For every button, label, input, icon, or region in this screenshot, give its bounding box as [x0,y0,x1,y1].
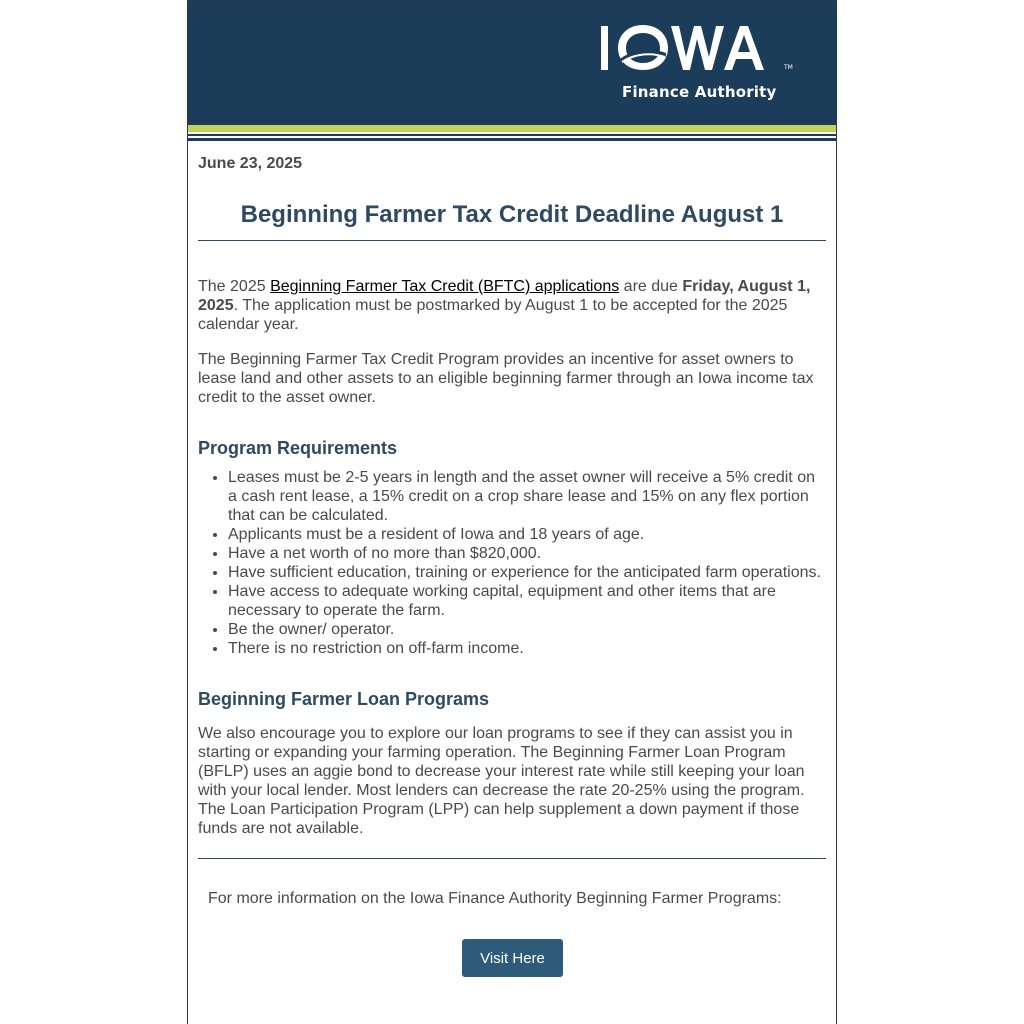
program-description: The Beginning Farmer Tax Credit Program provides an incentive for asset owners to lease land and other assets to an eligible beginning farmer through an Iowa income tax credit to the asset owner. [198,351,814,406]
email-header [188,1,836,125]
title-divider [198,240,826,241]
deadline-date: Friday, August 1, 2025 [198,278,811,314]
intro-prefix: The 2025 [198,278,271,295]
loan-programs-heading: Beginning Farmer Loan Programs [198,689,490,709]
footer-divider [198,858,826,859]
list-item: • There is no restriction on off-farm income. [228,639,826,658]
email-title: Beginning Farmer Tax Credit Deadline August 1 [240,201,784,228]
requirements-list [198,468,826,658]
header-stripe-green [188,125,836,132]
header-stripe-navy-2 [188,138,836,141]
visit-here-button[interactable]: Visit Here [462,939,563,977]
iowa-finance-authority-logo [598,19,798,109]
bftc-applications-link[interactable]: Beginning Farmer Tax Credit (BFTC) applications [270,278,620,295]
intro-middle: are due [619,278,683,295]
iowa-logo-icon [598,19,798,79]
list-item: • Have a net worth of no more than $820,000. [228,544,826,563]
list-item: • Have access to adequate working capital, equipment and other items that are necessary to operate the farm. [228,582,826,620]
email-date: June 23, 2025 [198,155,303,172]
requirements-heading: Program Requirements [198,438,398,458]
intro-paragraph [198,277,826,334]
list-item: • Be the owner/ operator. [228,620,826,639]
loan-programs-paragraph: We also encourage you to explore our loan programs to see if they can assist you in starting or expanding your farming operation. The Beginning Farmer Loan Program (BFLP) uses an aggie bond to decrease your interest rate while still keeping your loan with your local lender. Most lenders can decrease the rate 20-25% using the program. The Loan Participation Program (LPP) can help supplement a down payment if those funds are not available. [198,725,805,837]
more-info-text: For more information on the Iowa Finance Authority Beginning Farmer Programs: [208,890,782,907]
list-item: • Have sufficient education, training or experience for the anticipated farm operations. [228,563,826,582]
list-item: • Applicants must be a resident of Iowa and 18 years of age. [228,525,826,544]
logo-subtitle: Finance Authority [622,83,777,101]
list-item: • Leases must be 2-5 years in length and the asset owner will receive a 5% credit on a cash rent lease, a 15% credit on a crop share lease and 15% on any flex portion that can be calculated. [228,468,826,525]
svg-text:TM: TM [784,64,793,71]
intro-suffix: . The application must be postmarked by August 1 to be accepted for the 2025 calendar year. [198,297,788,333]
email-frame [187,0,837,1024]
